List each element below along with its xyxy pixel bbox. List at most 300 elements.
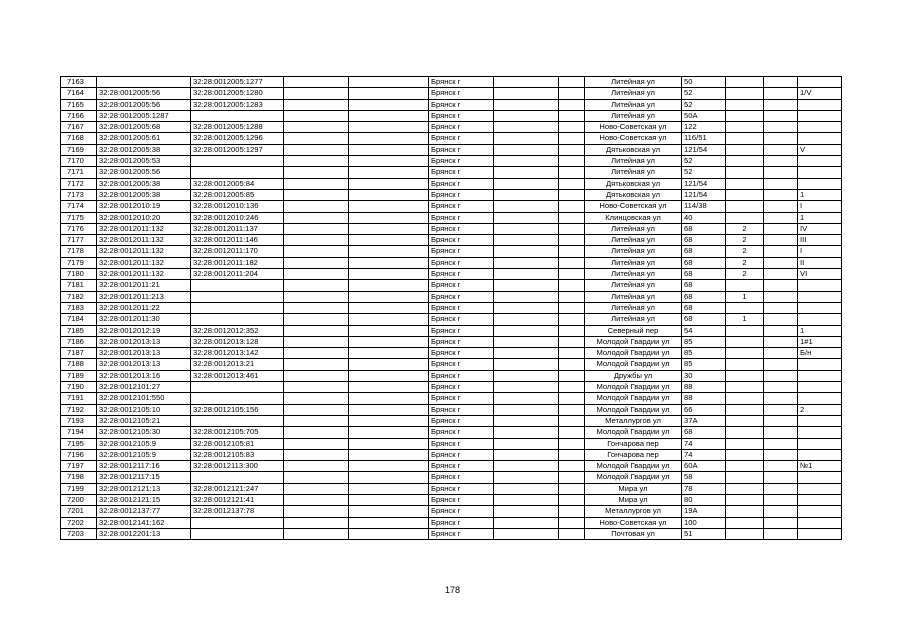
table-row [61, 438, 842, 449]
table-cell [349, 189, 429, 200]
table-row [61, 235, 842, 246]
table-cell [494, 201, 559, 212]
table-cell [284, 415, 349, 426]
table-cell [284, 201, 349, 212]
table-cell [559, 325, 585, 336]
table-cell: 32:28:0012011:146 [191, 235, 284, 246]
table-cell [726, 280, 764, 291]
table-cell [798, 291, 842, 302]
table-cell [349, 178, 429, 189]
table-cell: Дружбы ул [585, 370, 682, 381]
table-row [61, 223, 842, 234]
table-cell [494, 178, 559, 189]
table-cell [764, 133, 798, 144]
table-cell: 68 [682, 314, 726, 325]
table-row [61, 167, 842, 178]
table-cell [349, 223, 429, 234]
table-cell [284, 167, 349, 178]
table-cell: 32:28:0012117:15 [97, 472, 191, 483]
table-row [61, 110, 842, 121]
table-cell [284, 99, 349, 110]
table-cell [726, 415, 764, 426]
table-cell [191, 393, 284, 404]
table-cell: 1 [798, 212, 842, 223]
table-cell [284, 336, 349, 347]
table-cell [559, 269, 585, 280]
table-cell [764, 88, 798, 99]
table-cell: 7191 [61, 393, 97, 404]
table-cell: 32:28:0012105:83 [191, 449, 284, 460]
table-cell: Брянск г [429, 246, 494, 257]
table-cell [191, 110, 284, 121]
table-cell: Литейная ул [585, 88, 682, 99]
table-cell [726, 528, 764, 539]
table-cell [764, 302, 798, 313]
table-cell [349, 314, 429, 325]
table-cell: 32:28:0012105:705 [191, 427, 284, 438]
table-cell: 32:28:0012011:132 [97, 269, 191, 280]
table-cell: 85 [682, 336, 726, 347]
table-cell [726, 483, 764, 494]
table-cell: 2 [726, 246, 764, 257]
table-cell [764, 393, 798, 404]
table-cell: 121/54 [682, 178, 726, 189]
table-cell: Брянск г [429, 483, 494, 494]
table-cell: Брянск г [429, 517, 494, 528]
table-cell [764, 404, 798, 415]
table-cell: 32:28:0012105:10 [97, 404, 191, 415]
table-cell [764, 110, 798, 121]
table-cell [798, 517, 842, 528]
table-cell [284, 483, 349, 494]
table-cell: 32:28:0012005:85 [191, 189, 284, 200]
table-cell: Ново-Советская ул [585, 133, 682, 144]
table-cell [559, 77, 585, 88]
table-cell [726, 212, 764, 223]
table-cell: Брянск г [429, 280, 494, 291]
table-cell [494, 449, 559, 460]
table-cell: Брянск г [429, 348, 494, 359]
table-cell [559, 427, 585, 438]
table-cell: Литейная ул [585, 257, 682, 268]
table-cell: 32:28:0012011:213 [97, 291, 191, 302]
table-cell [559, 122, 585, 133]
table-cell: Брянск г [429, 189, 494, 200]
table-cell [764, 438, 798, 449]
table-cell [764, 314, 798, 325]
table-cell: 7165 [61, 99, 97, 110]
table-cell [284, 438, 349, 449]
table-cell [349, 415, 429, 426]
table-cell: 32:28:0012005:1297 [191, 144, 284, 155]
table-cell [494, 461, 559, 472]
table-cell: 80 [682, 494, 726, 505]
table-row [61, 280, 842, 291]
table-cell: 7190 [61, 382, 97, 393]
table-cell: Дятьковская ул [585, 178, 682, 189]
table-cell: 7184 [61, 314, 97, 325]
table-cell [494, 269, 559, 280]
table-cell [494, 336, 559, 347]
table-cell: 58 [682, 472, 726, 483]
table-cell: 78 [682, 483, 726, 494]
table-cell: 7179 [61, 257, 97, 268]
table-cell: 1 [798, 325, 842, 336]
table-cell [559, 517, 585, 528]
table-cell: 7178 [61, 246, 97, 257]
table-cell: 32:28:0012137:78 [191, 506, 284, 517]
table-cell [494, 517, 559, 528]
table-cell: 19А [682, 506, 726, 517]
table-cell: 7171 [61, 167, 97, 178]
table-cell [349, 99, 429, 110]
table-cell [726, 133, 764, 144]
table-cell: 7175 [61, 212, 97, 223]
table-cell: 7167 [61, 122, 97, 133]
table-cell [559, 201, 585, 212]
table-cell [349, 246, 429, 257]
table-cell [764, 246, 798, 257]
table-cell [349, 370, 429, 381]
table-cell: Литейная ул [585, 302, 682, 313]
table-cell: 114/38 [682, 201, 726, 212]
table-cell: 74 [682, 438, 726, 449]
table-cell: 37А [682, 415, 726, 426]
table-cell [764, 269, 798, 280]
table-cell: 74 [682, 449, 726, 460]
table-cell [559, 393, 585, 404]
table-cell: Брянск г [429, 178, 494, 189]
table-cell [559, 88, 585, 99]
table-cell: 32:28:0012137:77 [97, 506, 191, 517]
table-cell [726, 506, 764, 517]
table-cell [798, 449, 842, 460]
table-cell: 32:28:0012121:41 [191, 494, 284, 505]
table-cell [764, 257, 798, 268]
table-cell [726, 167, 764, 178]
table-cell [559, 212, 585, 223]
register-table [60, 76, 842, 540]
table-cell [494, 506, 559, 517]
table-cell [349, 110, 429, 121]
table-cell [349, 201, 429, 212]
table-cell [764, 223, 798, 234]
table-cell: Брянск г [429, 382, 494, 393]
table-cell [349, 461, 429, 472]
table-cell: 32:28:0012005:56 [97, 99, 191, 110]
table-cell [764, 415, 798, 426]
table-cell: Брянск г [429, 336, 494, 347]
table-cell: 32:28:0012005:1283 [191, 99, 284, 110]
table-cell: 32:28:0012013:13 [97, 336, 191, 347]
table-cell [494, 472, 559, 483]
table-cell: VI [798, 269, 842, 280]
table-cell: 32:28:0012005:1296 [191, 133, 284, 144]
table-cell [798, 483, 842, 494]
table-cell [726, 472, 764, 483]
table-cell [798, 438, 842, 449]
table-cell: Брянск г [429, 427, 494, 438]
table-cell [559, 472, 585, 483]
table-cell: Металлургов ул [585, 506, 682, 517]
table-row [61, 404, 842, 415]
table-cell [494, 88, 559, 99]
table-cell: 32:28:0012105:9 [97, 449, 191, 460]
table-cell [559, 449, 585, 460]
table-cell: Почтовая ул [585, 528, 682, 539]
table-row [61, 144, 842, 155]
table-cell: II [798, 257, 842, 268]
table-cell [494, 280, 559, 291]
table-cell: 7200 [61, 494, 97, 505]
table-cell [798, 122, 842, 133]
table-cell [349, 77, 429, 88]
table-cell [559, 178, 585, 189]
table-cell [494, 427, 559, 438]
table-cell: 32:28:0012105:9 [97, 438, 191, 449]
table-cell [349, 280, 429, 291]
table-cell [494, 415, 559, 426]
table-cell [559, 280, 585, 291]
table-cell [726, 302, 764, 313]
table-cell: 7197 [61, 461, 97, 472]
table-cell [284, 348, 349, 359]
table-cell: Молодой Гвардии ул [585, 472, 682, 483]
table-cell: Клинцовская ул [585, 212, 682, 223]
table-cell: Брянск г [429, 235, 494, 246]
table-cell [284, 144, 349, 155]
table-cell: 68 [682, 280, 726, 291]
table-cell: 7203 [61, 528, 97, 539]
table-cell [349, 212, 429, 223]
table-cell: 32:28:0012141:162 [97, 517, 191, 528]
table-cell [284, 302, 349, 313]
table-cell [494, 77, 559, 88]
table-cell [798, 359, 842, 370]
table-cell [726, 88, 764, 99]
table-cell [559, 257, 585, 268]
table-cell [764, 449, 798, 460]
table-cell: 51 [682, 528, 726, 539]
table-row [61, 449, 842, 460]
table-cell [764, 517, 798, 528]
table-cell [764, 167, 798, 178]
table-cell [284, 246, 349, 257]
table-cell [349, 167, 429, 178]
table-cell [559, 223, 585, 234]
table-cell [764, 382, 798, 393]
table-cell: 32:28:0012121:247 [191, 483, 284, 494]
table-cell [349, 235, 429, 246]
table-cell [494, 99, 559, 110]
table-cell [726, 438, 764, 449]
table-cell [284, 156, 349, 167]
table-cell: Молодой Гвардии ул [585, 427, 682, 438]
table-cell: Молодой Гвардии ул [585, 359, 682, 370]
table-cell [764, 472, 798, 483]
table-cell: 85 [682, 359, 726, 370]
table-cell: 32:28:0012011:132 [97, 223, 191, 234]
table-cell [191, 156, 284, 167]
table-cell: 7176 [61, 223, 97, 234]
table-cell: Брянск г [429, 99, 494, 110]
table-cell [764, 506, 798, 517]
table-cell [798, 314, 842, 325]
table-cell [726, 382, 764, 393]
table-cell: Брянск г [429, 144, 494, 155]
table-cell [349, 449, 429, 460]
table-cell [349, 144, 429, 155]
table-cell [284, 178, 349, 189]
table-cell: 60А [682, 461, 726, 472]
table-cell: Брянск г [429, 370, 494, 381]
table-cell [798, 133, 842, 144]
table-cell: Гончарова пер [585, 438, 682, 449]
table-cell: 100 [682, 517, 726, 528]
table-cell: 54 [682, 325, 726, 336]
table-cell [764, 528, 798, 539]
table-cell: Брянск г [429, 212, 494, 223]
table-cell [494, 438, 559, 449]
table-row [61, 291, 842, 302]
table-cell [726, 336, 764, 347]
table-cell [284, 77, 349, 88]
table-cell: 7196 [61, 449, 97, 460]
table-cell [494, 122, 559, 133]
table-cell [764, 280, 798, 291]
table-cell: Литейная ул [585, 77, 682, 88]
table-cell: 7169 [61, 144, 97, 155]
table-row [61, 88, 842, 99]
table-cell [191, 528, 284, 539]
table-cell [798, 280, 842, 291]
table-cell: 68 [682, 269, 726, 280]
table-cell [349, 291, 429, 302]
table-cell: 1 [726, 314, 764, 325]
table-cell: III [798, 235, 842, 246]
table-cell: 7166 [61, 110, 97, 121]
table-cell [284, 427, 349, 438]
table-cell: 7187 [61, 348, 97, 359]
table-cell [559, 99, 585, 110]
table-cell: 7194 [61, 427, 97, 438]
table-cell: Брянск г [429, 156, 494, 167]
table-cell [559, 494, 585, 505]
table-cell [726, 99, 764, 110]
table-cell: Литейная ул [585, 156, 682, 167]
table-cell [764, 348, 798, 359]
table-cell: Молодой Гвардии ул [585, 382, 682, 393]
table-cell: 32:28:0012013:16 [97, 370, 191, 381]
table-cell [494, 348, 559, 359]
table-cell: 7198 [61, 472, 97, 483]
table-cell: Мира ул [585, 483, 682, 494]
table-cell: 2 [726, 269, 764, 280]
table-cell [349, 517, 429, 528]
table-cell: 52 [682, 99, 726, 110]
table-row [61, 302, 842, 313]
table-cell [559, 167, 585, 178]
table-cell [349, 302, 429, 313]
table-cell [284, 257, 349, 268]
table-cell [349, 88, 429, 99]
table-cell: 68 [682, 302, 726, 313]
table-cell [494, 110, 559, 121]
table-cell: Брянск г [429, 77, 494, 88]
table-cell: Брянск г [429, 291, 494, 302]
table-cell: Брянск г [429, 528, 494, 539]
table-cell [494, 359, 559, 370]
table-cell [284, 291, 349, 302]
table-cell [349, 483, 429, 494]
table-cell [764, 99, 798, 110]
table-cell: 32:28:0012005:56 [97, 167, 191, 178]
table-cell: 32:28:0012013:142 [191, 348, 284, 359]
table-cell [726, 156, 764, 167]
table-cell [349, 494, 429, 505]
table-cell [559, 246, 585, 257]
table-cell [494, 133, 559, 144]
table-cell [726, 370, 764, 381]
table-cell [494, 528, 559, 539]
table-cell [559, 461, 585, 472]
table-cell: 7195 [61, 438, 97, 449]
table-row [61, 528, 842, 539]
table-cell: Ново-Советская ул [585, 517, 682, 528]
table-cell [798, 528, 842, 539]
table-cell [726, 449, 764, 460]
table-cell: 32:28:0012011:132 [97, 257, 191, 268]
table-cell: 32:28:0012010:246 [191, 212, 284, 223]
table-body [61, 77, 842, 540]
table-cell [494, 189, 559, 200]
table-cell [798, 506, 842, 517]
table-cell [97, 77, 191, 88]
table-cell: 32:28:0012012:352 [191, 325, 284, 336]
table-cell: 32:28:0012005:38 [97, 144, 191, 155]
table-cell: 32:28:0012005:1277 [191, 77, 284, 88]
table-cell [284, 404, 349, 415]
table-cell: 68 [682, 427, 726, 438]
table-cell [494, 167, 559, 178]
table-cell [764, 122, 798, 133]
table-cell: 7182 [61, 291, 97, 302]
table-cell [284, 506, 349, 517]
table-row [61, 517, 842, 528]
table-cell [349, 404, 429, 415]
table-cell [726, 461, 764, 472]
table-row [61, 212, 842, 223]
table-cell: 68 [682, 291, 726, 302]
table-cell: Брянск г [429, 404, 494, 415]
table-cell: 32:28:0012005:68 [97, 122, 191, 133]
table-cell: Литейная ул [585, 235, 682, 246]
table-row [61, 393, 842, 404]
table-row [61, 189, 842, 200]
table-cell: Брянск г [429, 472, 494, 483]
table-cell [764, 201, 798, 212]
table-cell: 32:28:0012013:128 [191, 336, 284, 347]
table-cell: 50А [682, 110, 726, 121]
table-cell: 52 [682, 167, 726, 178]
table-cell: 50 [682, 77, 726, 88]
table-cell: 32:28:0012105:81 [191, 438, 284, 449]
table-cell [284, 325, 349, 336]
table-cell: Молодой Гвардии ул [585, 393, 682, 404]
table-cell: IV [798, 223, 842, 234]
table-cell [559, 359, 585, 370]
table-cell [284, 212, 349, 223]
